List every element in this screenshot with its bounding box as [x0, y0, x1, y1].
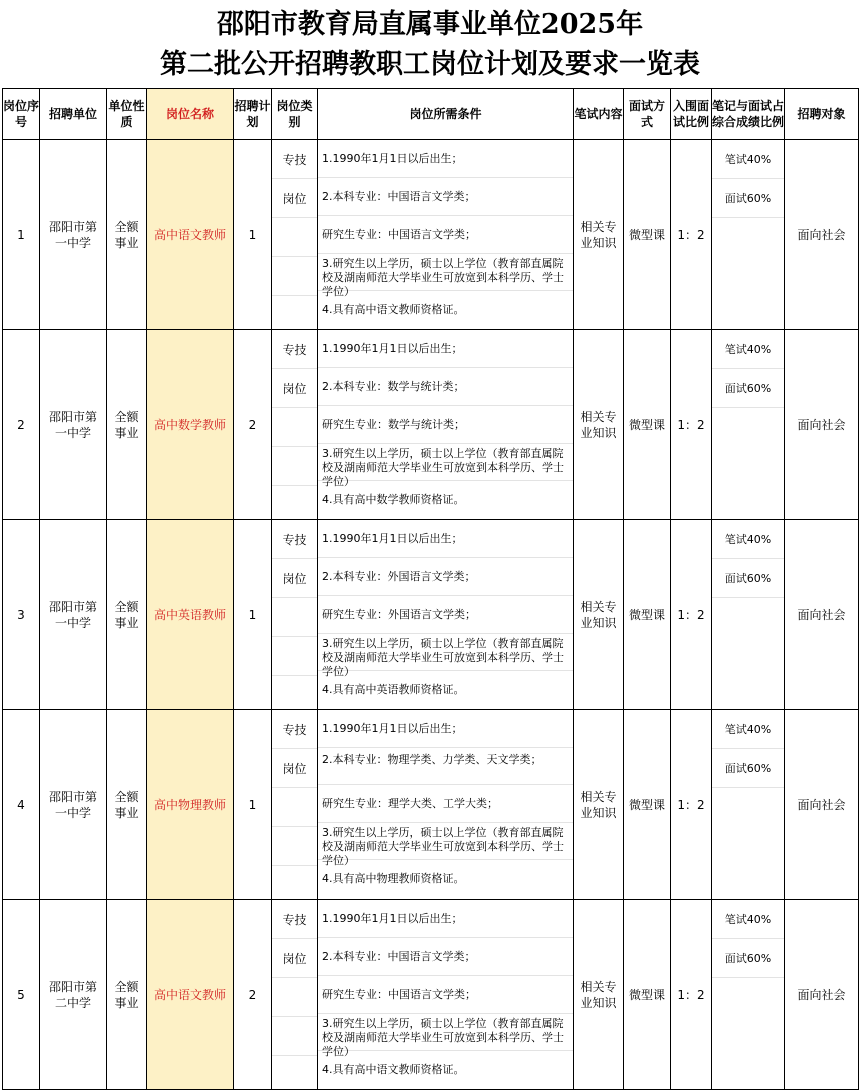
category-line: 岗位: [272, 369, 317, 408]
header-plan: 招聘计划: [234, 89, 272, 140]
cell-nature: 全额事业: [107, 330, 147, 520]
cell-plan: 1: [234, 520, 272, 710]
cell-written: 相关专业知识: [574, 520, 624, 710]
header-seq: 岗位序号: [3, 89, 40, 140]
condition-item: 3.研究生以上学历，硕士以上学位（教育部直属院校及湖南师范大学毕业生可放宽到本科学历、学士学位）: [318, 823, 573, 860]
cell-ratio: 1：2: [671, 520, 712, 710]
cell-conditions: [318, 520, 574, 710]
condition-item: 4.具有高中语文教师资格证。: [322, 1062, 465, 1076]
header-ratio: 入围面试比例: [671, 89, 712, 140]
cell-category: [272, 140, 318, 330]
cell-seq: 3: [3, 520, 40, 710]
header-unit: 招聘单位: [40, 89, 107, 140]
cell-seq: 5: [3, 900, 40, 1090]
cell-target: 面向社会: [785, 330, 859, 520]
cell-category: [272, 520, 318, 710]
cell-category: [272, 330, 318, 520]
weight-line: 面试60%: [712, 559, 784, 598]
weight-line: 面试60%: [712, 749, 784, 788]
condition-item: 2.本科专业：物理学类、力学类、天文学类；: [318, 748, 573, 785]
condition-item: 1.1990年1月1日以后出生；: [318, 900, 573, 938]
condition-item: 4.具有高中英语教师资格证。: [322, 682, 465, 696]
weight-line: 面试60%: [712, 939, 784, 978]
category-line: 专技: [272, 710, 317, 749]
cell-nature: 全额事业: [107, 710, 147, 900]
condition-item: 2.本科专业：数学与统计类；: [318, 368, 573, 406]
cell-weight: [712, 520, 785, 710]
header-written: 笔试内容: [574, 89, 624, 140]
cell-target: 面向社会: [785, 900, 859, 1090]
weight-line: 笔试40%: [712, 140, 784, 179]
cell-interview: 微型课: [624, 140, 671, 330]
cell-written: 相关专业知识: [574, 900, 624, 1090]
weight-line: 笔试40%: [712, 330, 784, 369]
cell-weight: [712, 330, 785, 520]
cell-nature: 全额事业: [107, 900, 147, 1090]
category-line: 岗位: [272, 179, 317, 218]
table-row: [3, 140, 859, 330]
cell-conditions: [318, 710, 574, 900]
condition-item: 研究生专业：理学大类、工学大类；: [318, 785, 573, 823]
cell-ratio: 1：2: [671, 710, 712, 900]
cell-nature: 全额事业: [107, 140, 147, 330]
cell-interview: 微型课: [624, 710, 671, 900]
cell-weight: [712, 900, 785, 1090]
category-line: 岗位: [272, 749, 317, 788]
title-line-2: 第二批公开招聘教职工岗位计划及要求一览表: [160, 49, 700, 80]
cell-seq: 4: [3, 710, 40, 900]
cell-ratio: 1：2: [671, 900, 712, 1090]
cell-plan: 2: [234, 330, 272, 520]
header-conditions: 岗位所需条件: [318, 89, 574, 140]
cell-seq: 1: [3, 140, 40, 330]
cell-unit: 邵阳市第一中学: [40, 140, 107, 330]
condition-item: 1.1990年1月1日以后出生；: [318, 710, 573, 748]
condition-item: 3.研究生以上学历，硕士以上学位（教育部直属院校及湖南师范大学毕业生可放宽到本科学历、学士学位）: [318, 634, 573, 671]
header-interview: 面试方式: [624, 89, 671, 140]
header-category: 岗位类别: [272, 89, 318, 140]
cell-category: [272, 900, 318, 1090]
cell-seq: 2: [3, 330, 40, 520]
condition-item: 2.本科专业：中国语言文学类；: [318, 178, 573, 216]
condition-item: 3.研究生以上学历，硕士以上学位（教育部直属院校及湖南师范大学毕业生可放宽到本科学历、学士学位）: [318, 254, 573, 291]
condition-item: 研究生专业：外国语言文学类；: [318, 596, 573, 634]
table-row: [3, 330, 859, 520]
cell-ratio: 1：2: [671, 140, 712, 330]
cell-interview: 微型课: [624, 900, 671, 1090]
cell-position: 高中语文教师: [147, 140, 234, 330]
cell-weight: [712, 710, 785, 900]
condition-item: 3.研究生以上学历，硕士以上学位（教育部直属院校及湖南师范大学毕业生可放宽到本科学历、学士学位）: [318, 1014, 573, 1051]
table-row: [3, 710, 859, 900]
condition-item: 3.研究生以上学历，硕士以上学位（教育部直属院校及湖南师范大学毕业生可放宽到本科学历、学士学位）: [318, 444, 573, 481]
category-line: 岗位: [272, 939, 317, 978]
header-nature: 单位性质: [107, 89, 147, 140]
weight-line: 面试60%: [712, 179, 784, 218]
condition-item: 4.具有高中物理教师资格证。: [322, 871, 465, 885]
cell-unit: 邵阳市第一中学: [40, 710, 107, 900]
cell-position: 高中语文教师: [147, 900, 234, 1090]
condition-item: 研究生专业：数学与统计类；: [318, 406, 573, 444]
condition-item: 1.1990年1月1日以后出生；: [318, 140, 573, 178]
header-row: [3, 89, 859, 140]
table-row: [3, 900, 859, 1090]
condition-item: 1.1990年1月1日以后出生；: [318, 520, 573, 558]
condition-item: 4.具有高中数学教师资格证。: [322, 492, 465, 506]
cell-position: 高中数学教师: [147, 330, 234, 520]
category-line: 专技: [272, 900, 317, 939]
cell-ratio: 1：2: [671, 330, 712, 520]
cell-plan: 1: [234, 140, 272, 330]
cell-target: 面向社会: [785, 140, 859, 330]
cell-interview: 微型课: [624, 520, 671, 710]
cell-position: 高中物理教师: [147, 710, 234, 900]
document-title: [0, 0, 860, 88]
condition-item: 2.本科专业：外国语言文学类；: [318, 558, 573, 596]
cell-conditions: [318, 330, 574, 520]
condition-item: 4.具有高中语文教师资格证。: [322, 302, 465, 316]
title-line-1: 邵阳市教育局直属事业单位2025年: [216, 9, 644, 40]
cell-unit: 邵阳市第二中学: [40, 900, 107, 1090]
category-line: 专技: [272, 520, 317, 559]
condition-item: 1.1990年1月1日以后出生；: [318, 330, 573, 368]
cell-position: 高中英语教师: [147, 520, 234, 710]
weight-line: 笔试40%: [712, 900, 784, 939]
weight-line: 笔试40%: [712, 520, 784, 559]
cell-unit: 邵阳市第一中学: [40, 330, 107, 520]
header-target: 招聘对象: [785, 89, 859, 140]
condition-item: 研究生专业：中国语言文学类；: [318, 976, 573, 1014]
cell-written: 相关专业知识: [574, 140, 624, 330]
cell-target: 面向社会: [785, 710, 859, 900]
weight-line: 笔试40%: [712, 710, 784, 749]
cell-written: 相关专业知识: [574, 330, 624, 520]
table-row: [3, 520, 859, 710]
category-line: 专技: [272, 330, 317, 369]
weight-line: 面试60%: [712, 369, 784, 408]
cell-conditions: [318, 140, 574, 330]
cell-unit: 邵阳市第一中学: [40, 520, 107, 710]
header-position: 岗位名称: [147, 89, 234, 140]
category-line: 岗位: [272, 559, 317, 598]
condition-item: 2.本科专业：中国语言文学类；: [318, 938, 573, 976]
condition-item: 研究生专业：中国语言文学类；: [318, 216, 573, 254]
cell-nature: 全额事业: [107, 520, 147, 710]
cell-written: 相关专业知识: [574, 710, 624, 900]
header-weight: 笔记与面试占综合成绩比例: [712, 89, 785, 140]
cell-weight: [712, 140, 785, 330]
cell-target: 面向社会: [785, 520, 859, 710]
recruitment-table: [2, 88, 859, 1090]
cell-plan: 2: [234, 900, 272, 1090]
category-line: 专技: [272, 140, 317, 179]
cell-conditions: [318, 900, 574, 1090]
cell-plan: 1: [234, 710, 272, 900]
cell-category: [272, 710, 318, 900]
cell-interview: 微型课: [624, 330, 671, 520]
